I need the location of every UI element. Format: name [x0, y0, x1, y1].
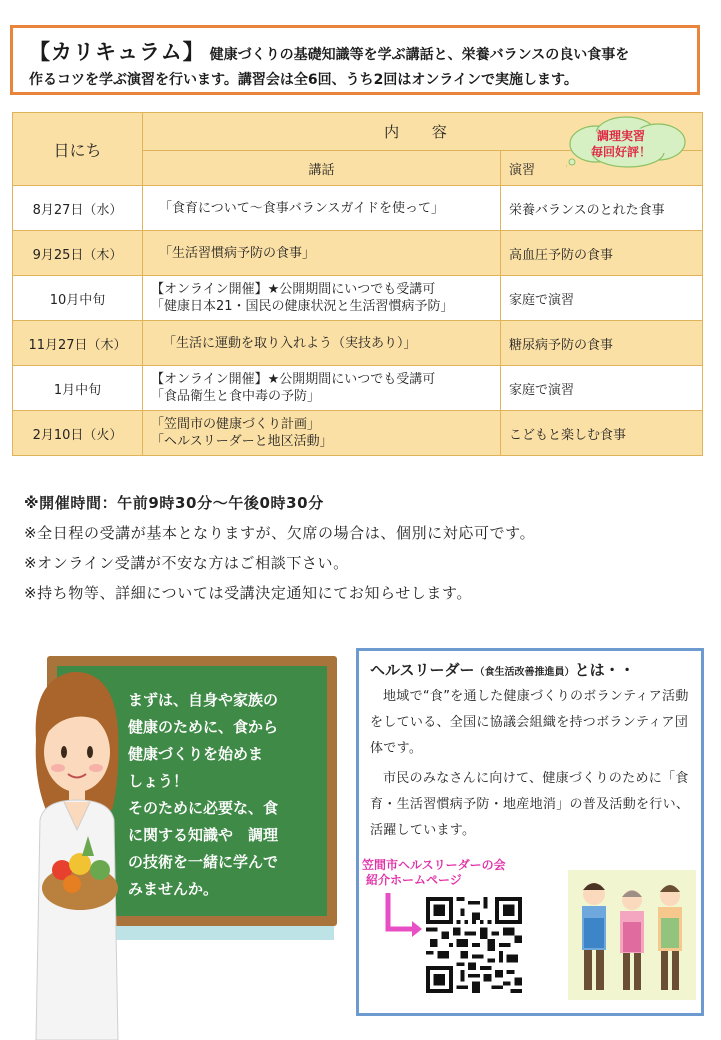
row-date: 9月25日（木）	[13, 231, 143, 276]
homepage-link-line-1: 笠間市ヘルスリーダーの会	[362, 858, 506, 872]
table-row	[13, 186, 703, 231]
table-row	[13, 366, 703, 411]
health-leader-title	[370, 659, 691, 680]
table-row	[13, 321, 703, 366]
row-date: 8月27日（水）	[13, 186, 143, 231]
row-date: 2月10日（火）	[13, 411, 143, 456]
row-practice: 栄養バランスのとれた食事	[501, 186, 703, 231]
row-practice: こどもと楽しむ食事	[501, 411, 703, 456]
board-line: しょう！	[128, 772, 189, 790]
curriculum-line-1	[29, 40, 687, 68]
board-line: みませんか。	[128, 880, 219, 898]
row-lecture	[143, 186, 501, 231]
health-leader-para-1: 地域で“食”を通した健康づくりのボランティア活動をしている、全国に協議会組織を持つボランティア団体です。	[370, 689, 689, 756]
row-lecture-line: 「健康日本21・国民の健康状況と生活習慣病予防」	[151, 299, 454, 314]
board-line: そのために必要な、食	[128, 799, 279, 817]
row-lecture	[143, 321, 501, 366]
header-practice: 演習	[501, 151, 703, 186]
bubble-line-2: 毎回好評！	[590, 145, 651, 159]
pointer-arrow-icon	[384, 893, 424, 939]
curriculum-text-1: 健康づくりの基礎知識等を学ぶ講話と、栄養バランスの良い食事を	[209, 47, 630, 63]
row-date: 11月27日（木）	[13, 321, 143, 366]
notes-section	[24, 488, 704, 608]
row-lecture	[143, 366, 501, 411]
row-practice: 家庭で演習	[501, 366, 703, 411]
note-attendance: ※全日程の受講が基本となりますが、欠席の場合は、個別に対応可です。	[24, 524, 536, 542]
header-lecture: 講話	[143, 151, 501, 186]
row-date: 1月中旬	[13, 366, 143, 411]
board-line: まずは、自身や家族の	[128, 691, 279, 709]
curriculum-title: 【カリキュラム】	[29, 40, 205, 64]
row-lecture-line: 「食品衛生と食中毒の予防」	[151, 389, 321, 404]
health-leader-title-main: ヘルスリーダー	[370, 661, 475, 679]
cloud-bubble-text	[566, 128, 676, 160]
row-lecture-line: 「笠間市の健康づくり計画」	[151, 417, 321, 432]
row-lecture-line: 【オンライン開催】★公開期間にいつでも受講可	[151, 282, 436, 297]
row-practice: 糖尿病予防の食事	[501, 321, 703, 366]
health-leader-title-end: とは・・	[574, 661, 635, 679]
board-line: の技術を一緒に学んで	[128, 853, 279, 871]
row-lecture-line: 「生活に運動を取り入れよう（実技あり）」	[163, 335, 417, 351]
row-practice: 家庭で演習	[501, 276, 703, 321]
board-line: に関する知識や 調理	[128, 826, 279, 844]
chalkboard-message	[128, 687, 328, 903]
row-lecture	[143, 411, 501, 456]
row-lecture-line: 「食育について～食事バランスガイドを使って」	[159, 200, 444, 216]
board-line: 健康づくりを始めま	[128, 745, 264, 763]
row-lecture-line: 「ヘルスリーダーと地区活動」	[151, 434, 333, 449]
row-lecture	[143, 276, 501, 321]
curriculum-box	[10, 25, 700, 95]
bubble-line-1: 調理実習	[596, 129, 645, 143]
homepage-link-label	[362, 858, 506, 888]
board-line: 健康のために、食から	[128, 718, 279, 736]
note-time: ※開催時間：午前9時30分～午後0時30分	[24, 494, 324, 512]
table-row	[13, 411, 703, 456]
row-lecture-line: 【オンライン開催】★公開期間にいつでも受講可	[151, 372, 436, 387]
nutritionist-illustration	[22, 660, 132, 1040]
row-lecture	[143, 231, 501, 276]
curriculum-text-2: 作るコツを学ぶ演習を行います。講習会は全6回、うち2回はオンラインで実施します。	[29, 72, 578, 88]
row-date: 10月中旬	[13, 276, 143, 321]
homepage-link-line-2: 紹介ホームページ	[366, 873, 462, 887]
health-leaders-illustration	[568, 870, 696, 1000]
table-row	[13, 276, 703, 321]
header-content: 内 容	[143, 113, 703, 151]
health-leader-para-2: 市民のみなさんに向けて、健康づくりのために「食育・生活習慣病予防・地産地消」の普及活動を行い、活躍しています。	[370, 771, 690, 838]
note-belongings: ※持ち物等、詳細については受講決定通知にてお知らせします。	[24, 584, 473, 602]
health-leader-title-small: （食生活改善推進員）	[474, 667, 575, 678]
note-online: ※オンライン受講が不安な方はご相談下さい。	[24, 554, 349, 572]
header-date: 日にち	[13, 113, 143, 186]
table-row	[13, 231, 703, 276]
row-lecture-line: 「生活習慣病予防の食事」	[159, 245, 316, 261]
row-practice: 高血圧予防の食事	[501, 231, 703, 276]
qr-code[interactable]	[426, 897, 522, 993]
